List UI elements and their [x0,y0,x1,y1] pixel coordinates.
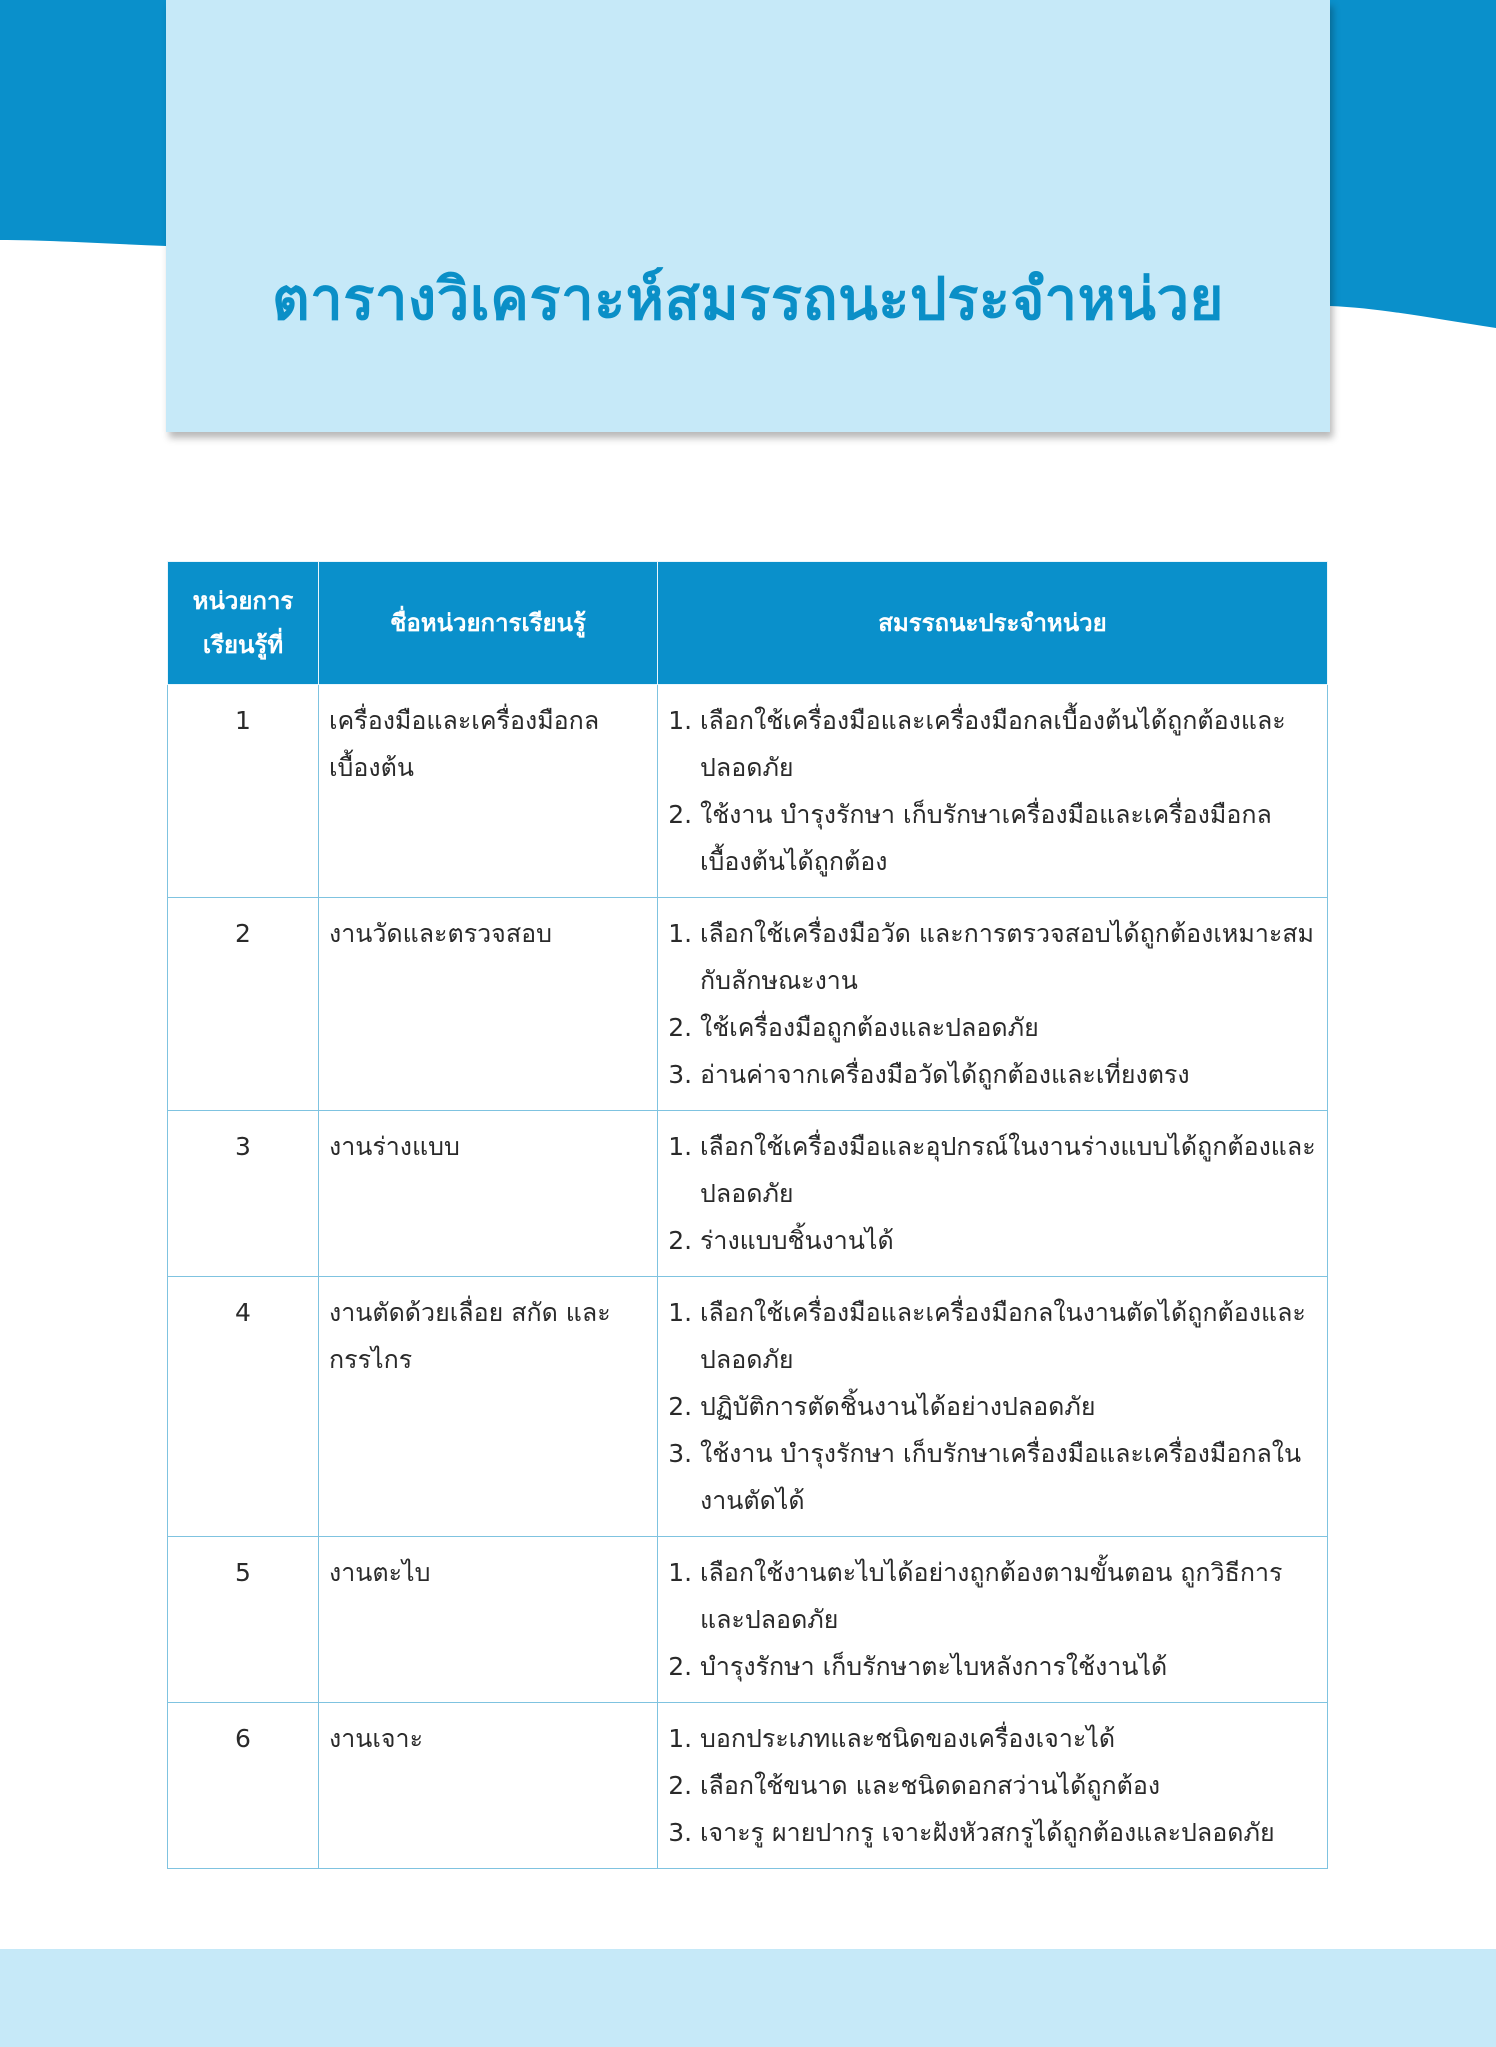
competency-list [668,910,1317,1098]
table-body [168,685,1328,1869]
competency-cell [658,1111,1328,1277]
competency-list [668,1123,1317,1264]
competency-cell [658,1703,1328,1869]
unit-number-cell: 5 [168,1537,319,1703]
competency-list [668,697,1317,885]
table-row [168,1111,1328,1277]
header-unit-number: หน่วยการเรียนรู้ที่ [168,562,319,685]
header-competency: สมรรถนะประจำหน่วย [658,562,1328,685]
unit-name-cell: งานเจาะ [319,1703,658,1869]
table-row [168,1537,1328,1703]
competency-item: 1. เลือกใช้เครื่องมือและเครื่องมือกลเบื้องต้นได้ถูกต้องและปลอดภัย [700,697,1317,791]
unit-name-cell: งานตะไบ [319,1537,658,1703]
competency-item: 3. อ่านค่าจากเครื่องมือวัดได้ถูกต้องและเที่ยงตรง [700,1051,1317,1098]
competency-cell [658,898,1328,1111]
table-row [168,1703,1328,1869]
table-row [168,898,1328,1111]
competency-item: 2. ใช้งาน บำรุงรักษา เก็บรักษาเครื่องมือและเครื่องมือกลเบื้องต้นได้ถูกต้อง [700,791,1317,885]
competency-cell [658,685,1328,898]
competency-cell [658,1537,1328,1703]
competency-item: 1. เลือกใช้งานตะไบได้อย่างถูกต้องตามขั้นตอน ถูกวิธีการและปลอดภัย [700,1549,1317,1643]
competency-item: 1. เลือกใช้เครื่องมือและอุปกรณ์ในงานร่างแบบได้ถูกต้องและปลอดภัย [700,1123,1317,1217]
competency-item: 2. ปฏิบัติการตัดชิ้นงานได้อย่างปลอดภัย [700,1383,1317,1430]
title-banner [166,0,1330,432]
unit-name-cell: เครื่องมือและเครื่องมือกลเบื้องต้น [319,685,658,898]
footer-band [0,1949,1496,2047]
competency-list [668,1715,1317,1856]
unit-number-cell: 4 [168,1277,319,1537]
table-row [168,685,1328,898]
competency-item: 3. เจาะรู ผายปากรู เจาะฝังหัวสกรูได้ถูกต้องและปลอดภัย [700,1809,1317,1856]
competency-item: 2. ใช้เครื่องมือถูกต้องและปลอดภัย [700,1004,1317,1051]
competency-item: 2. ร่างแบบชิ้นงานได้ [700,1217,1317,1264]
competency-item: 2. บำรุงรักษา เก็บรักษาตะไบหลังการใช้งานได้ [700,1643,1317,1690]
unit-number-cell: 1 [168,685,319,898]
unit-number-cell: 3 [168,1111,319,1277]
unit-number-cell: 6 [168,1703,319,1869]
competency-item: 3. ใช้งาน บำรุงรักษา เก็บรักษาเครื่องมือและเครื่องมือกลในงานตัดได้ [700,1430,1317,1524]
competency-cell [658,1277,1328,1537]
unit-name-cell: งานวัดและตรวจสอบ [319,898,658,1111]
competency-item: 1. เลือกใช้เครื่องมือวัด และการตรวจสอบได้ถูกต้องเหมาะสมกับลักษณะงาน [700,910,1317,1004]
competency-item: 1. เลือกใช้เครื่องมือและเครื่องมือกลในงานตัดได้ถูกต้องและปลอดภัย [700,1289,1317,1383]
competency-item: 2. เลือกใช้ขนาด และชนิดดอกสว่านได้ถูกต้อง [700,1762,1317,1809]
competency-list [668,1289,1317,1524]
header-unit-name: ชื่อหน่วยการเรียนรู้ [319,562,658,685]
page-title: ตารางวิเคราะห์สมรรถนะประจำหน่วย [271,265,1225,333]
unit-name-cell: งานร่างแบบ [319,1111,658,1277]
competency-item: 1. บอกประเภทและชนิดของเครื่องเจาะได้ [700,1715,1317,1762]
unit-number-cell: 2 [168,898,319,1111]
competency-table [167,561,1328,1869]
table-row [168,1277,1328,1537]
unit-name-cell: งานตัดด้วยเลื่อย สกัด และกรรไกร [319,1277,658,1537]
competency-list [668,1549,1317,1690]
table-header-row [168,562,1328,685]
